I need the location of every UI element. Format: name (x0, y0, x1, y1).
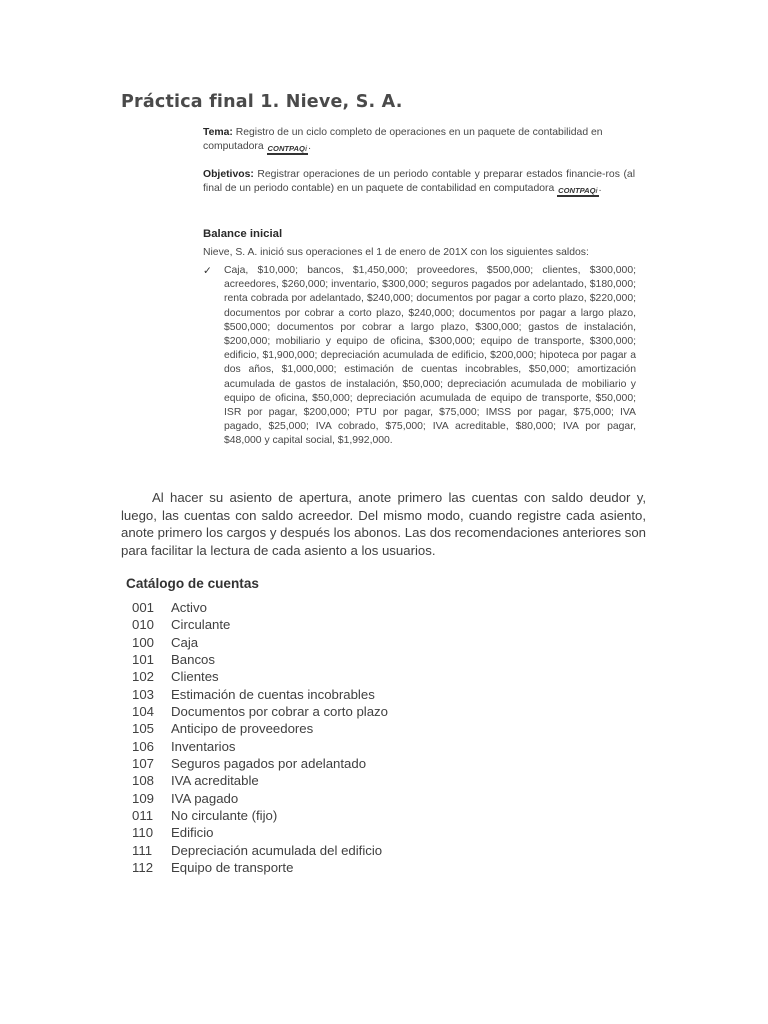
catalog-title: Catálogo de cuentas (126, 576, 259, 591)
account-name: IVA acreditable (171, 773, 259, 789)
catalog-list (132, 599, 388, 876)
tema-label: Tema: (203, 127, 233, 138)
catalog-item (132, 824, 388, 841)
contpaqi-logo: CONTPAQi (558, 186, 598, 196)
account-name: Edificio (171, 825, 214, 841)
account-name: IVA pagado (171, 790, 239, 806)
objetivos-label: Objetivos: (203, 169, 254, 180)
account-code: 111 (132, 842, 153, 858)
account-code: 101 (132, 651, 155, 667)
catalog-item (132, 720, 388, 737)
account-code: 104 (132, 703, 155, 719)
account-name: Circulante (171, 617, 231, 633)
page-title: Práctica final 1. Nieve, S. A. (121, 92, 403, 112)
balance-list-item (203, 264, 636, 449)
account-name: Documentos por cobrar a corto plazo (171, 703, 388, 719)
account-code: 103 (132, 686, 155, 702)
catalog-item (132, 807, 388, 824)
account-code: 112 (132, 859, 154, 875)
account-code: 010 (132, 617, 155, 633)
account-name: Depreciación acumulada del edificio (171, 842, 383, 858)
account-code: 106 (132, 738, 155, 754)
tema-text: Registro de un ciclo completo de operaciones en un paquete de contabilidad en computadora (203, 127, 603, 153)
account-name: Activo (171, 600, 207, 615)
account-code: 001 (132, 600, 155, 615)
catalog-item (132, 634, 388, 651)
account-code: 110 (132, 825, 154, 841)
catalog-item (132, 599, 388, 616)
account-code: 105 (132, 721, 155, 737)
account-name: Anticipo de proveedores (171, 721, 314, 737)
account-code: 108 (132, 773, 155, 789)
objetivos-text: Registrar operaciones de un periodo contable y preparar estados financie-ros (al final de un periodo contable) en un paquete de contabilidad en computadora (203, 169, 636, 195)
catalog-item (132, 616, 388, 633)
account-name: Bancos (171, 651, 215, 667)
catalog-item (132, 859, 388, 876)
catalog-item (132, 686, 388, 703)
account-code: 011 (132, 807, 154, 823)
catalog-item (132, 842, 388, 859)
account-name: Seguros pagados por adelantado (171, 755, 367, 771)
catalog-item (132, 651, 388, 668)
catalog-item (132, 668, 388, 685)
balance-heading: Balance inicial (203, 228, 283, 240)
account-name: No circulante (fijo) (171, 807, 278, 823)
account-code: 109 (132, 790, 155, 806)
contpaqi-logo: CONTPAQi (267, 144, 308, 154)
account-name: Equipo de transporte (171, 859, 294, 875)
balance-intro: Nieve, S. A. inició sus operaciones el 1 de enero de 201X con los siguientes saldos: (203, 247, 589, 258)
account-name: Inventarios (171, 738, 236, 754)
checkmark-icon: ✓ (203, 265, 212, 277)
account-name: Clientes (171, 669, 219, 685)
catalog-item (132, 703, 388, 720)
account-code: 100 (132, 634, 155, 650)
tema-section: Tema: Registro de un ciclo completo de operaciones en un paquete de contabilidad en computadora CONTPAQi. (203, 127, 603, 154)
balance-text: Caja, $10,000; bancos, $1,450,000; proveedores, $500,000; clientes, $300,000; acreedores, $260,000; inventario, $300,000; seguros pagados por adelantado, $180,000; renta cobrada por adelantado, $240,000; documentos por pagar a corto plazo, $220,000; documentos por cobrar a corto plazo, $240,000; documentos por pagar a largo plazo, $500,000; documentos por cobrar a largo plazo, $300,000; gastos de instalación, $200,000; mobiliario y equipo de oficina, $300,000; equipo de transporte, $300,000; edificio, $1,900,000; depreciación acumulada de edificio, $200,000; hipoteca por pagar a dos años, $1,000,000; estimación de cuentas incobrables, $50,000; amortización acumulada de gastos de instalación, $50,000; depreciación acumulada de mobiliario y equipo de oficina, $50,000; depreciación acumulada de equipo de transporte, $50,000; ISR por pagar, $200,000; PTU por pagar, $75,000; IMSS por pagar, $75,000; IVA pagado, $25,000; IVA cobrado, $75,000; IVA acreditable, $80,000; IVA por pagar, $48,000 y capital social, $1,992,000. (224, 265, 636, 447)
catalog-item (132, 755, 388, 772)
objetivos-section: Objetivos: Registrar operaciones de un periodo contable y preparar estados financie-ros (al final de un periodo contable) en un paquete de contabilidad en computadora CONTPAQi. (203, 169, 636, 196)
account-code: 102 (132, 669, 155, 685)
account-name: Estimación de cuentas incobrables (171, 686, 375, 702)
catalog-item (132, 738, 388, 755)
account-code: 107 (132, 755, 155, 771)
instructions-paragraph: Al hacer su asiento de apertura, anote primero las cuentas con saldo deudor y, luego, las cuentas con saldo acreedor. Del mismo modo, cuando registre cada asiento, anote primero los cargos y después los abonos. Las dos recomendaciones anteriores son para facilitar la lectura de cada asiento a los usuarios. (121, 490, 646, 559)
catalog-item (132, 790, 388, 807)
account-name: Caja (171, 634, 199, 650)
catalog-item (132, 772, 388, 789)
